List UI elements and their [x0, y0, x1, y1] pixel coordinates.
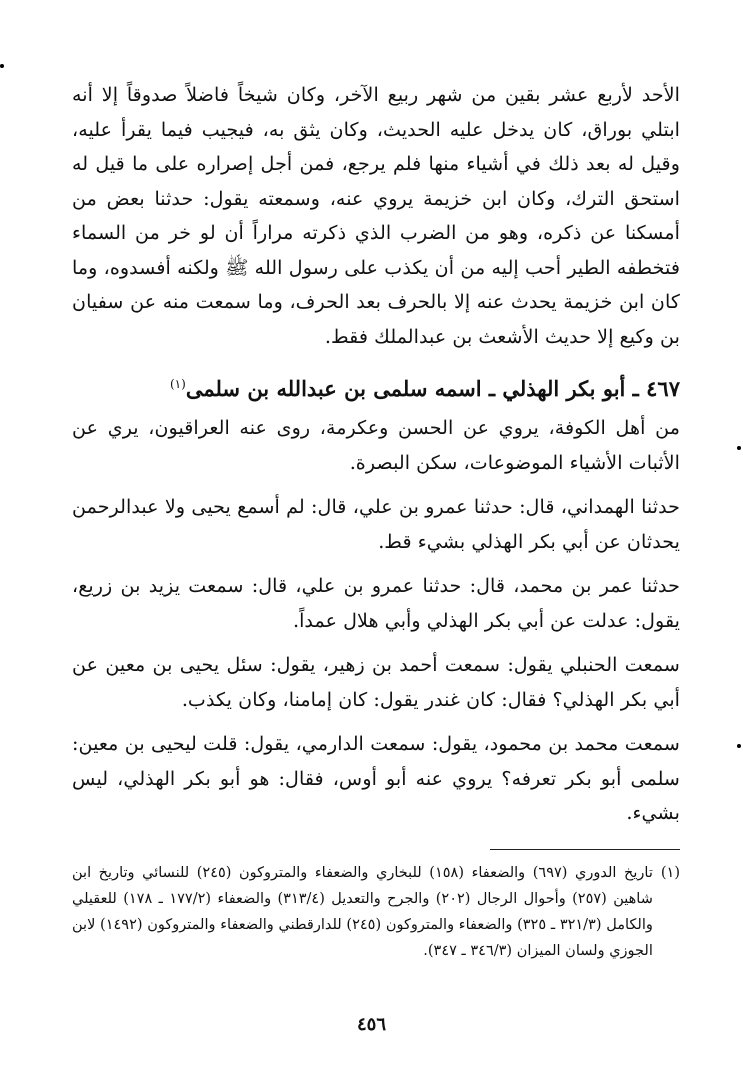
margin-dot-top	[0, 64, 4, 68]
footnote-text: تاريخ الدوري (٦٩٧) والضعفاء (١٥٨) للبخاري والضعفاء والمتروكون (٢٤٥) للنسائي وتاريخ ابن شاهين (٢٥٧) وأحوال الرجال (٢٠٢) والجرح والتعديل (٣١٣/٤) والضعفاء (١٧٧/٢ ـ ١٧٨) للعقيلي والكامل (٣٢١/٣ ـ ٣٢٥) والضعفاء والمتروكون (٢٤٥) للدارقطني والضعفاء والمتروكون (١٤٩٢) لابن الجوزي ولسان الميزان (٣٤٦/٣ ـ ٣٤٧).	[72, 864, 653, 959]
document-page	[72, 78, 680, 964]
margin-dot-lower	[737, 744, 741, 748]
footnote-divider	[490, 849, 680, 850]
paragraph-narration-3: سمعت الحنبلي يقول: سمعت أحمد بن زهير، يقول: سئل يحيى بن معين عن أبي بكر الهذلي؟ فقال: كان غندر يقول: كان إمامنا، وكان يكذب.	[72, 653, 680, 711]
entry-title: ٤٦٧ ـ أبو بكر الهذلي ـ اسمه سلمى بن عبدالله بن سلمى	[185, 376, 680, 401]
paragraph-narration-2: حدثنا عمر بن محمد، قال: حدثنا عمرو بن علي، قال: سمعت يزيد بن زريع، يقول: عدلت عن أبي بكر الهذلي وأبي هلال عمداً.	[72, 574, 680, 632]
footnote	[72, 860, 680, 964]
paragraph-continuation: الأحد لأربع عشر بقين من شهر ربيع الآخر، وكان شيخاً فاضلاً صدوقاً إلا أنه ابتلي بوراق، كان يدخل عليه الحديث، وكان يثق به، فيجيب فيما يقرأ عليه، وقيل له بعد ذلك في أشياء منها فلم يرجع، فمن أجل إصراره على ما قيل له استحق الترك، وكان ابن خزيمة يروي عنه، وسمعته يقول: حدثنا بعض من أمسكنا عن ذكره، وهو من الضرب الذي ذكرته مراراً أن لو خر من السماء فتخطفه الطير أحب إليه من أن يكذب على رسول الله ﷺ ولكنه أفسدوه، وما كان ابن خزيمة يحدث عنه إلا بالحرف بعد الحرف، وما سمعت منه عن سفيان بن وكيع إلا حديث الأشعث بن عبدالملك فقط.	[72, 83, 680, 348]
paragraph-bio: من أهل الكوفة، يروي عن الحسن وعكرمة، روى عنه العراقيون، يري عن الأثبات الأشياء الموضوعات، سكن البصرة.	[72, 416, 680, 474]
paragraph-narration-1: حدثنا الهمداني، قال: حدثنا عمرو بن علي، قال: لم أسمع يحيى ولا عبدالرحمن يحدثان عن أبي بكر الهذلي بشيء قط.	[72, 495, 680, 553]
margin-dot-middle	[737, 446, 741, 450]
page-number: ٤٥٦	[356, 1014, 386, 1035]
footnote-ref[interactable]: (١)	[169, 377, 186, 391]
paragraph-narration-4: سمعت محمد بن محمود، يقول: سمعت الدارمي، يقول: قلت ليحيى بن معين: سلمى أبو بكر تعرفه؟ يروي عنه أبو أوس، فقال: هو أبو بكر الهذلي، ليس بشيء.	[72, 732, 680, 824]
footnote-number: (١)	[660, 864, 680, 881]
entry-heading	[72, 366, 680, 407]
